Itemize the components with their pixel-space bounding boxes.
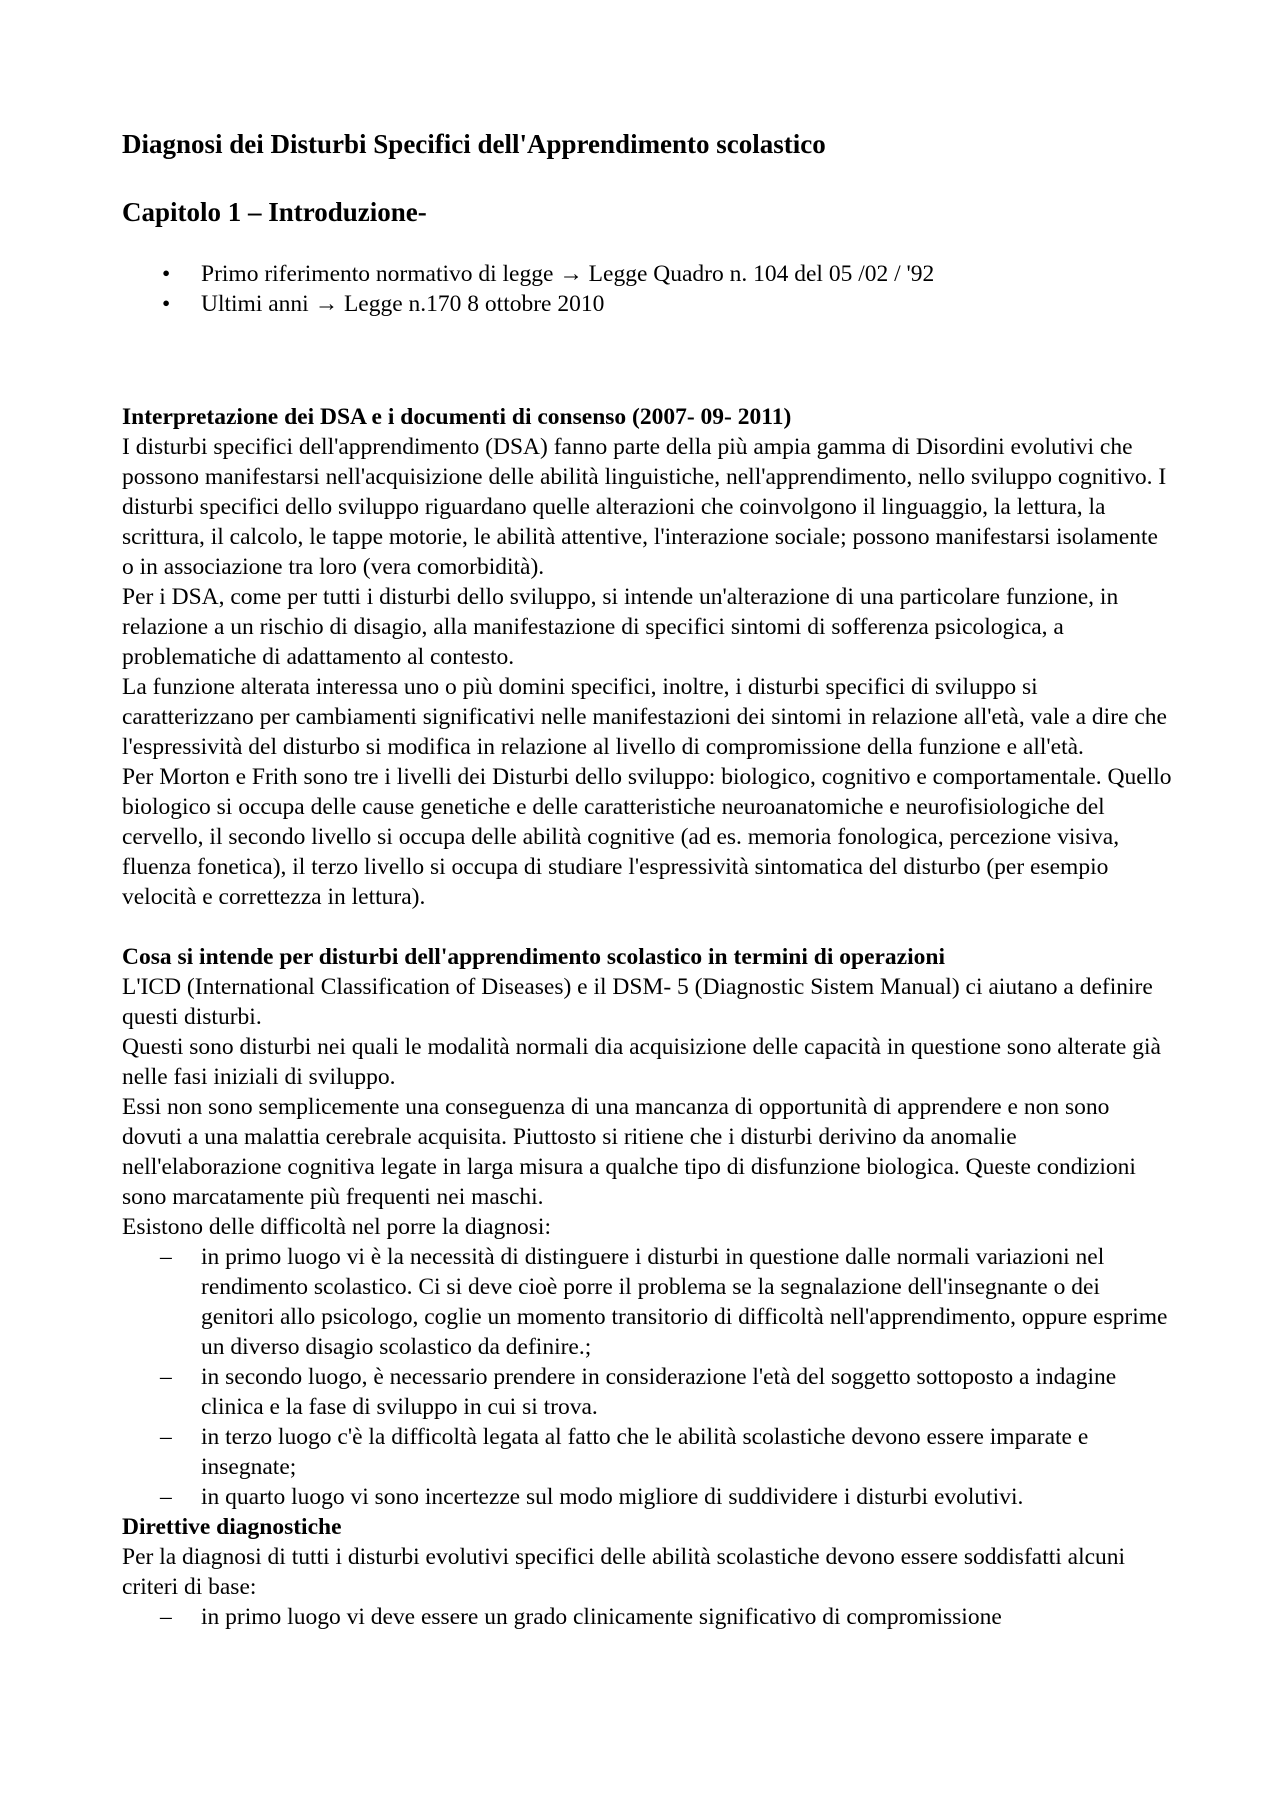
paragraph: Per Morton e Frith sono tre i livelli dei Disturbi dello sviluppo: biologico, cognitivo e comportamentale. Quello biologico si occupa delle cause genetiche e delle caratteristiche neuroanatomiche e neurofisiologiche del cervello, il secondo livello si occupa delle abilità cognitive (ad es. memoria fonologica, percezione visiva, fluenza fonetica), il terzo livello si occupa di studiare l'espressività sintomatica del disturbo (per esempio velocità e correttezza in lettura).	[122, 764, 1172, 910]
list-item-text: in primo luogo vi deve essere un grado clinicamente significativo di compromissione	[201, 1604, 1002, 1630]
section-heading-direttive: Direttive diagnostiche	[122, 1514, 342, 1540]
dash-icon: –	[160, 1244, 172, 1270]
list-item	[122, 1362, 1172, 1422]
list-item	[122, 1422, 1172, 1482]
paragraph: Per la diagnosi di tutti i disturbi evolutivi specifici delle abilità scolastiche devono essere soddisfatti alcuni criteri di base:	[122, 1544, 1126, 1600]
paragraph: I disturbi specifici dell'apprendimento (DSA) fanno parte della più ampia gamma di Disordini evolutivi che possono manifestarsi nell'acquisizione delle abilità linguistiche, nell'apprendimento, nello sviluppo cognitivo. I disturbi specifici dello sviluppo riguardano quelle alterazioni che coinvolgono il linguaggio, la lettura, la scrittura, il calcolo, le tappe motorie, le abilità attentive, l'interazione sociale; possono manifestarsi isolamente o in associazione tra loro (vera comorbidità).	[122, 434, 1167, 580]
list-item-text: Ultimi anni → Legge n.170 8 ottobre 2010	[201, 291, 605, 317]
chapter-title: Capitolo 1 – Introduzione-	[122, 197, 427, 227]
paragraph: La funzione alterata interessa uno o più domini specifici, inoltre, i disturbi specifici di sviluppo si caratterizzano per cambiamenti significativi nelle manifestazioni dei sintomi in relazione all'età, vale a dire che l'espressività del disturbo si modifica in relazione al livello di compromissione della funzione e all'età.	[122, 674, 1167, 760]
criteria-list	[122, 1602, 1172, 1632]
document-title: Diagnosi dei Disturbi Specifici dell'Apprendimento scolastico	[122, 129, 826, 159]
list-item	[122, 1242, 1172, 1362]
dash-icon: –	[160, 1484, 172, 1510]
list-item-text: in primo luogo vi è la necessità di distinguere i disturbi in questione dalle normali variazioni nel rendimento scolastico. Ci si deve cioè porre il problema se la segnalazione dell'insegnante o dei genitori allo psicologo, coglie un momento transitorio di difficoltà nell'apprendimento, oppure esprime un diverso disagio scolastico da definire.;	[201, 1244, 1168, 1360]
paragraph: Essi non sono semplicemente una conseguenza di una mancanza di opportunità di apprendere e non sono dovuti a una malattia cerebrale acquisita. Piuttosto si ritiene che i disturbi derivino da anomalie nell'elaborazione cognitiva legate in larga misura a qualche tipo di disfunzione biologica. Queste condizioni sono marcatamente più frequenti nei maschi.	[122, 1094, 1136, 1210]
bullet-icon: •	[162, 291, 171, 317]
difficulties-list	[122, 1242, 1172, 1512]
paragraph: Per i DSA, come per tutti i disturbi dello sviluppo, si intende un'alterazione di una particolare funzione, in relazione a un rischio di disagio, alla manifestazione di specifici sintomi di sofferenza psicologica, a problematiche di adattamento al contesto.	[122, 584, 1119, 670]
list-item	[122, 289, 1172, 319]
paragraph: Questi sono disturbi nei quali le modalità normali dia acquisizione delle capacità in questione sono alterate già nelle fasi iniziali di sviluppo.	[122, 1034, 1161, 1090]
dash-icon: –	[160, 1604, 172, 1630]
dash-icon: –	[160, 1364, 172, 1390]
paragraph: Esistono delle difficoltà nel porre la diagnosi:	[122, 1214, 551, 1240]
list-item	[122, 1482, 1172, 1512]
dash-icon: –	[160, 1424, 172, 1450]
list-item-text: in quarto luogo vi sono incertezze sul modo migliore di suddividere i disturbi evolutivi.	[201, 1484, 1024, 1510]
list-item-text: Primo riferimento normativo di legge → Legge Quadro n. 104 del 05 /02 / '92	[201, 261, 935, 287]
section-heading-interpretazione: Interpretazione dei DSA e i documenti di consenso (2007- 09- 2011)	[122, 404, 792, 430]
list-item-text: in terzo luogo c'è la difficoltà legata al fatto che le abilità scolastiche devono essere imparate e insegnate;	[201, 1424, 1089, 1480]
list-item-text: in secondo luogo, è necessario prendere in considerazione l'età del soggetto sottoposto a indagine clinica e la fase di sviluppo in cui si trova.	[201, 1364, 1117, 1420]
intro-bullet-list	[122, 259, 1172, 319]
list-item	[122, 259, 1172, 289]
section-heading-operazioni: Cosa si intende per disturbi dell'apprendimento scolastico in termini di operazioni	[122, 944, 945, 970]
list-item	[122, 1602, 1172, 1632]
paragraph: L'ICD (International Classification of Diseases) e il DSM- 5 (Diagnostic Sistem Manual) ci aiutano a definire questi disturbi.	[122, 974, 1153, 1030]
bullet-icon: •	[162, 261, 171, 287]
document-content	[122, 122, 1172, 1632]
